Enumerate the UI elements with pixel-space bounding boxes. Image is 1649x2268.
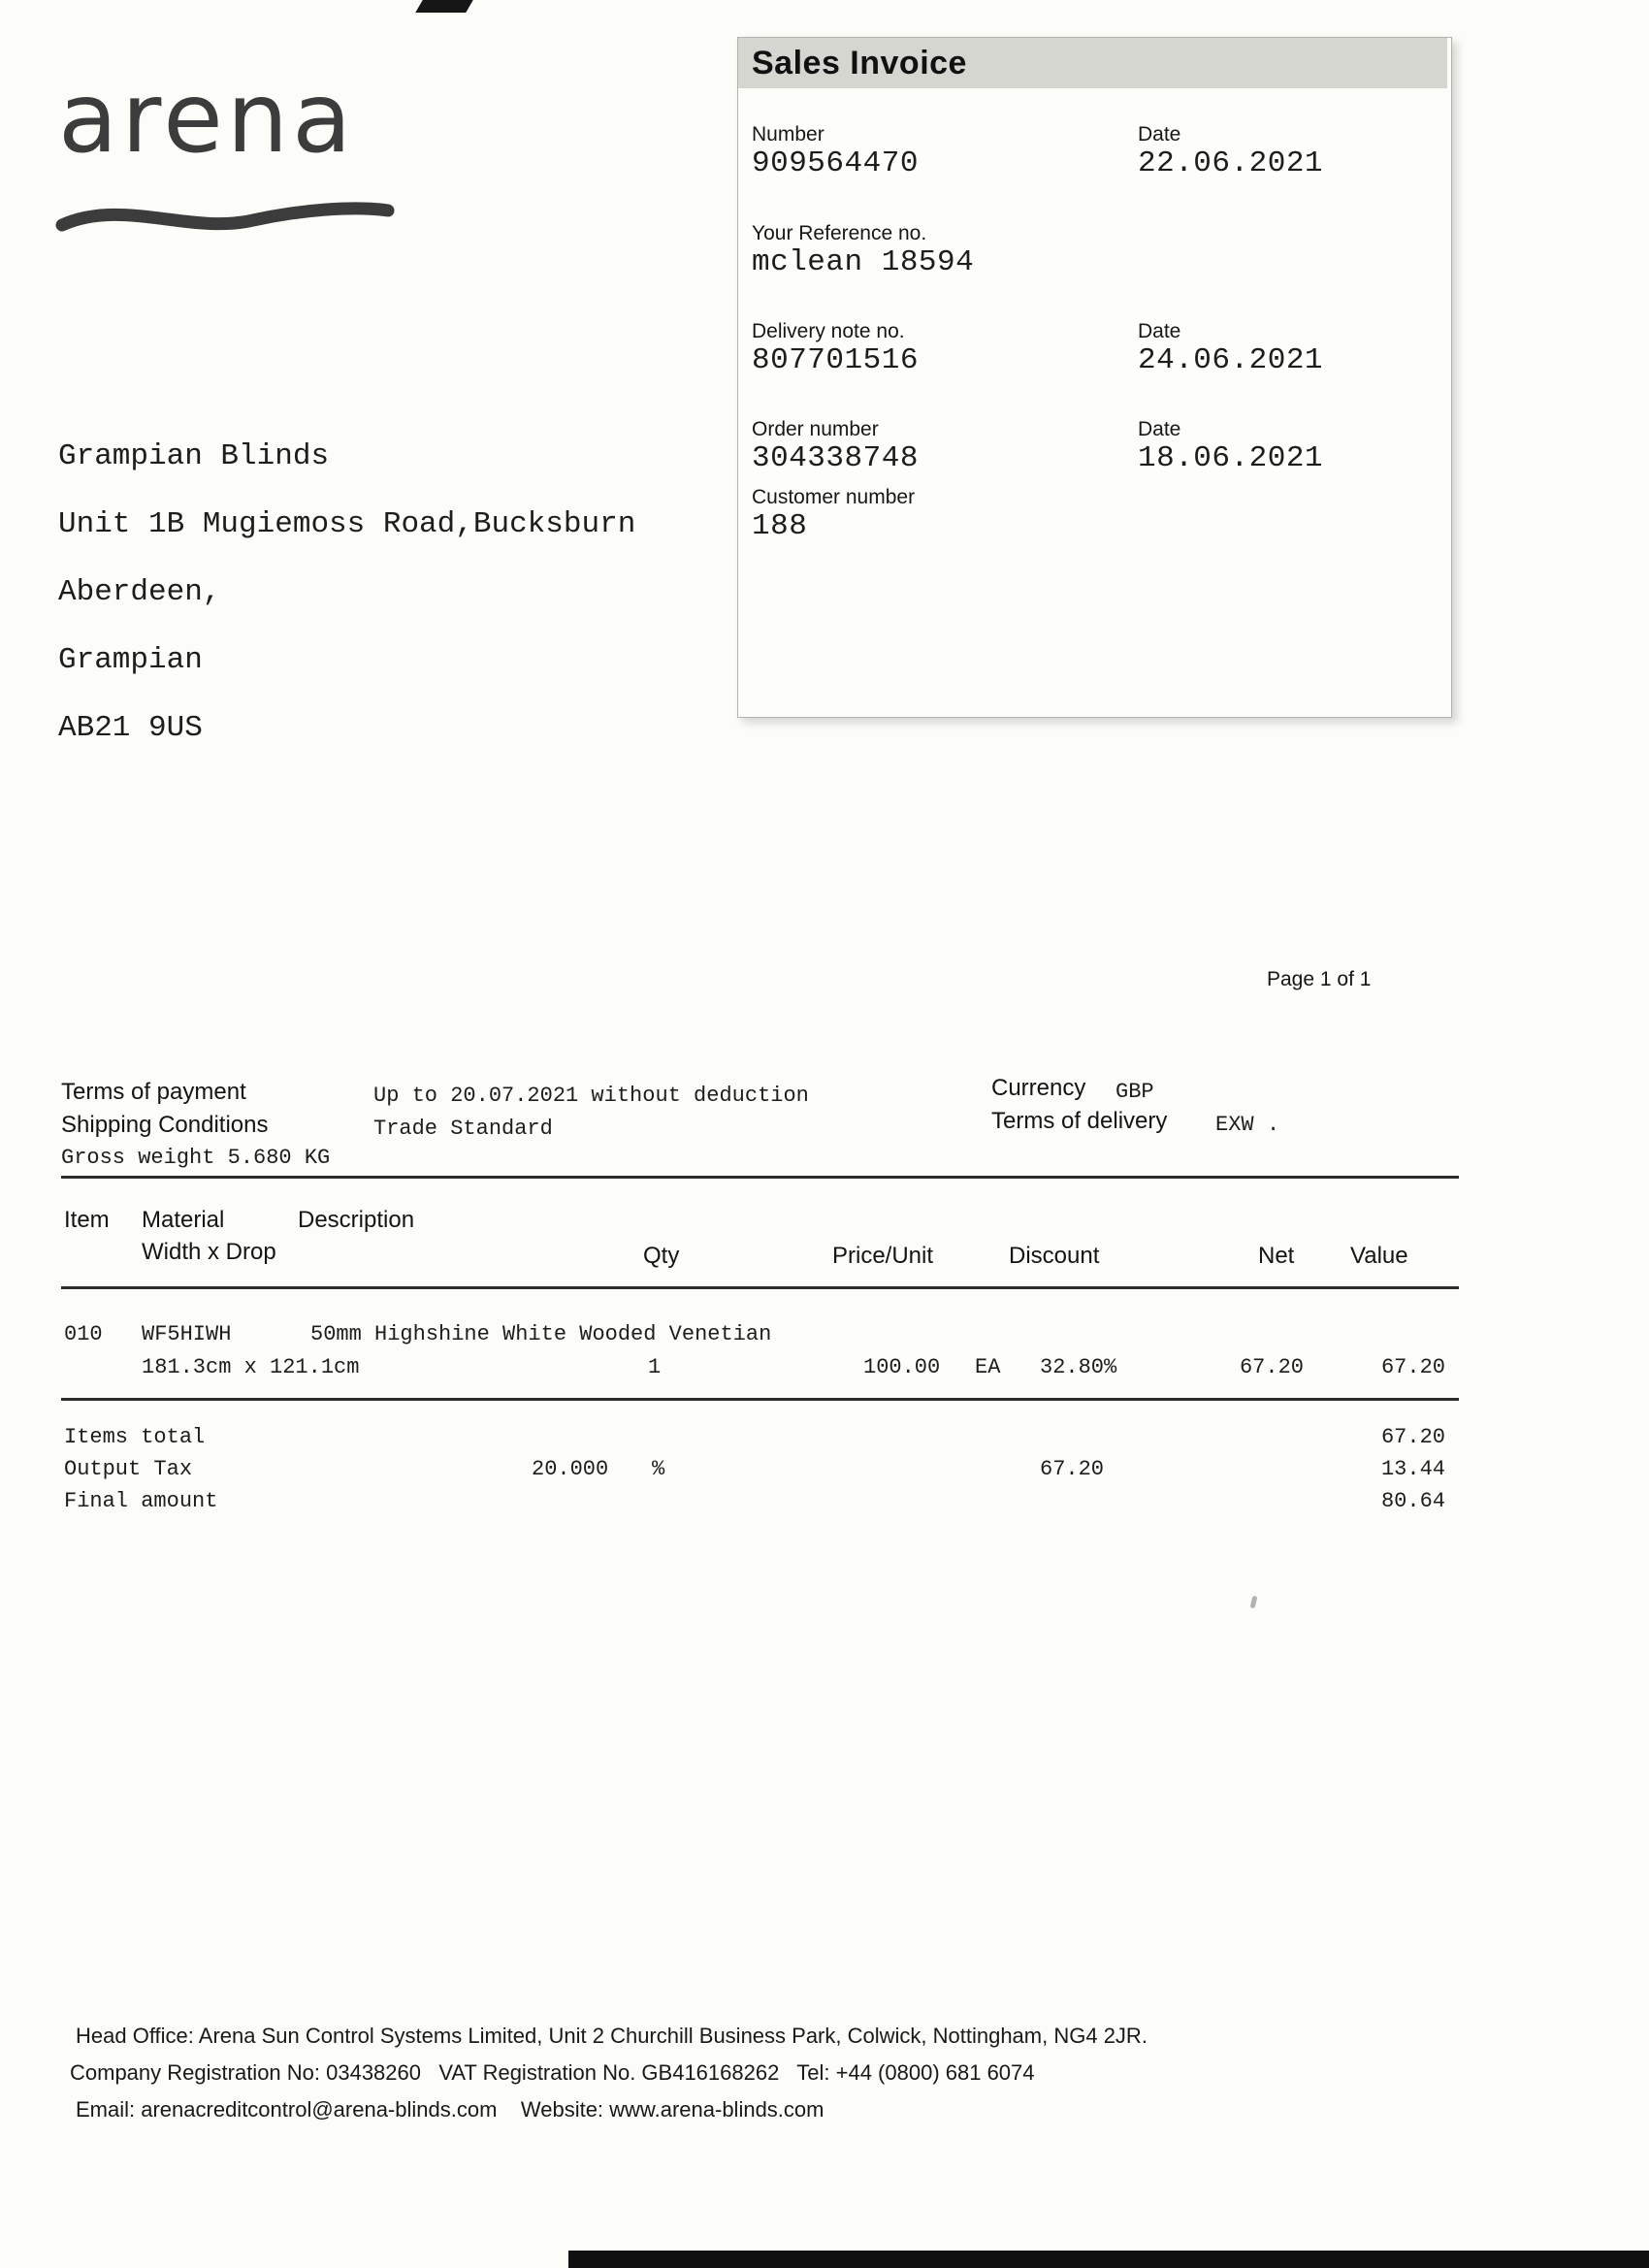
final-amount-value: 80.64 xyxy=(1380,1489,1445,1513)
terms-of-delivery-label: Terms of delivery xyxy=(991,1108,1168,1134)
row-value: 67.20 xyxy=(1380,1355,1445,1379)
col-header-width-drop: Width x Drop xyxy=(142,1239,276,1265)
terms-of-payment-label: Terms of payment xyxy=(61,1079,246,1105)
reference-label: Your Reference no. xyxy=(752,222,927,244)
divider-header xyxy=(61,1286,1459,1289)
col-header-qty: Qty xyxy=(643,1243,680,1269)
terms-of-delivery-period: . xyxy=(1267,1113,1280,1137)
divider-items xyxy=(61,1398,1459,1401)
customer-number-value: 188 xyxy=(752,509,808,543)
output-tax-value: 13.44 xyxy=(1380,1457,1445,1481)
items-total-value: 67.20 xyxy=(1380,1425,1445,1449)
scan-mark-top xyxy=(415,0,473,13)
row-width-drop: 181.3cm x 121.1cm xyxy=(142,1355,360,1379)
output-tax-rate: 20.000 xyxy=(532,1457,609,1481)
row-discount: 32.80% xyxy=(1040,1355,1117,1379)
col-header-material: Material xyxy=(142,1207,225,1233)
order-date-label: Date xyxy=(1138,418,1181,440)
footer-contact: Email: arenacreditcontrol@arena-blinds.com Website: www.arena-blinds.com xyxy=(76,2097,824,2122)
recipient-name: Grampian Blinds xyxy=(58,439,330,473)
output-tax-label: Output Tax xyxy=(64,1457,193,1481)
recipient-street: Unit 1B Mugiemoss Road,Bucksburn xyxy=(58,507,636,541)
delivery-date-value: 24.06.2021 xyxy=(1138,343,1324,377)
terms-of-payment-value: Up to 20.07.2021 without deduction xyxy=(373,1084,809,1108)
row-item-number: 010 xyxy=(64,1322,103,1346)
footer-head-office: Head Office: Arena Sun Control Systems Limited, Unit 2 Churchill Business Park, Colwick, Nottingham, NG4 2JR. xyxy=(76,2024,1148,2048)
order-number-label: Order number xyxy=(752,418,879,440)
row-net: 67.20 xyxy=(1239,1355,1304,1379)
col-header-item: Item xyxy=(64,1207,110,1233)
footer-registration: Company Registration No: 03438260 VAT Registration No. GB416168262 Tel: +44 (0800) 681 6074 xyxy=(70,2060,1035,2085)
delivery-note-label: Delivery note no. xyxy=(752,320,905,342)
sales-invoice-panel xyxy=(737,37,1452,718)
invoice-title-bar xyxy=(738,38,1447,88)
customer-number-label: Customer number xyxy=(752,486,916,508)
recipient-region: Grampian xyxy=(58,643,203,677)
final-amount-label: Final amount xyxy=(64,1489,218,1513)
arena-swoosh-icon xyxy=(54,194,396,239)
col-header-discount: Discount xyxy=(1009,1243,1100,1269)
col-header-value: Value xyxy=(1350,1243,1408,1269)
page-indicator: Page 1 of 1 xyxy=(1267,968,1372,990)
row-unit: EA xyxy=(975,1355,1001,1379)
delivery-date-label: Date xyxy=(1138,320,1181,342)
divider-top xyxy=(61,1176,1459,1179)
recipient-postcode: AB21 9US xyxy=(58,711,203,745)
reference-value: mclean 18594 xyxy=(752,245,975,279)
row-price-unit: 100.00 xyxy=(863,1355,941,1379)
invoice-title: Sales Invoice xyxy=(752,44,967,81)
col-header-net: Net xyxy=(1258,1243,1295,1269)
shipping-conditions-label: Shipping Conditions xyxy=(61,1112,269,1138)
order-number-value: 304338748 xyxy=(752,441,919,475)
order-date-value: 18.06.2021 xyxy=(1138,441,1324,475)
currency-label: Currency xyxy=(991,1075,1086,1101)
scan-edge-bottom xyxy=(568,2251,1649,2268)
col-header-description: Description xyxy=(298,1207,415,1233)
arena-logo-text: arena xyxy=(58,61,356,175)
output-tax-base: 67.20 xyxy=(1040,1457,1105,1481)
items-total-label: Items total xyxy=(64,1425,206,1449)
delivery-note-value: 807701516 xyxy=(752,343,919,377)
recipient-address xyxy=(58,405,635,780)
scan-smudge xyxy=(1250,1596,1258,1609)
gross-weight: Gross weight 5.680 KG xyxy=(61,1146,331,1170)
invoice-date-value: 22.06.2021 xyxy=(1138,146,1324,180)
row-qty: 1 xyxy=(648,1355,662,1379)
row-description: 50mm Highshine White Wooded Venetian xyxy=(310,1322,772,1346)
recipient-city: Aberdeen, xyxy=(58,575,221,609)
invoice-number-value: 909564470 xyxy=(752,146,919,180)
row-material-code: WF5HIWH xyxy=(142,1322,232,1346)
invoice-number-label: Number xyxy=(752,123,824,146)
shipping-conditions-value: Trade Standard xyxy=(373,1117,553,1141)
terms-of-delivery-value: EXW xyxy=(1215,1113,1254,1137)
output-tax-percent-sign: % xyxy=(652,1457,665,1481)
invoice-date-label: Date xyxy=(1138,123,1181,146)
col-header-price-unit: Price/Unit xyxy=(832,1243,934,1269)
currency-value: GBP xyxy=(1116,1080,1154,1104)
